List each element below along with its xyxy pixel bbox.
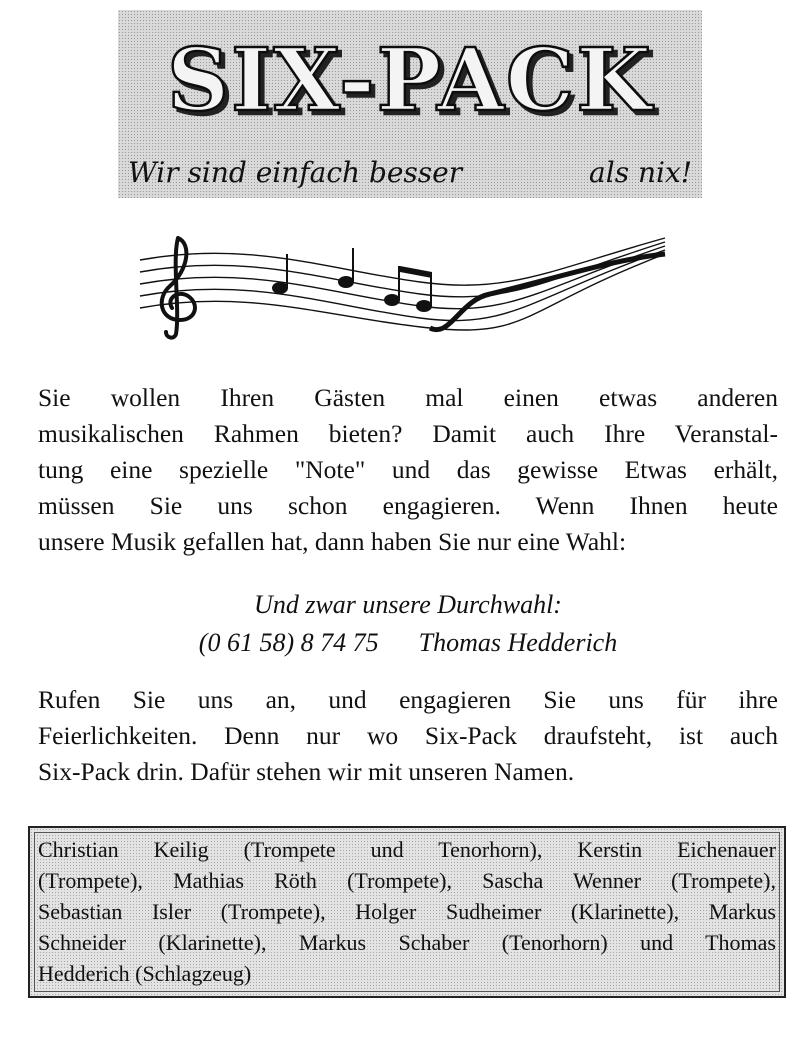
intro-line: unsere Musik gefallen hat, dann haben Sie nur eine Wahl:	[38, 527, 627, 556]
six-pack-logo	[118, 10, 702, 198]
treble-clef-icon	[162, 238, 195, 338]
logo-slogan-left: Wir sind einfach besser	[128, 156, 463, 189]
members-line: Sebastian Isler (Trompete), Holger Sudheimer (Klarinette), Markus	[38, 899, 776, 924]
music-staff-graphic	[130, 230, 670, 340]
contact-row	[38, 624, 778, 662]
members-line: (Trompete), Mathias Röth (Trompete), Sascha Wenner (Trompete),	[38, 868, 776, 893]
contact-block	[38, 586, 778, 662]
members-box	[28, 826, 786, 998]
logo-slogan-right: als nix!	[589, 156, 692, 189]
closing-line: Six-Pack drin. Dafür stehen wir mit unseren Namen.	[38, 757, 575, 786]
contact-name: Thomas Hedderich	[418, 628, 618, 657]
closing-line: Rufen Sie uns an, und engagieren Sie uns für ihre	[38, 685, 778, 714]
closing-paragraph	[38, 682, 778, 790]
intro-line: tung eine spezielle "Note" und das gewisse Etwas erhält,	[38, 455, 778, 484]
intro-line: Sie wollen Ihren Gästen mal einen etwas anderen	[38, 383, 778, 412]
members-list	[38, 834, 776, 989]
members-line: Hedderich (Schlagzeug)	[38, 961, 252, 986]
phone-number: (0 61 58) 8 74 75	[198, 628, 379, 657]
members-line: Christian Keilig (Trompete und Tenorhorn), Kerstin Eichenauer	[38, 837, 776, 862]
members-line: Schneider (Klarinette), Markus Schaber (Tenorhorn) und Thomas	[38, 930, 776, 955]
logo-title: SIX-PACK	[166, 30, 654, 131]
intro-line: musikalischen Rahmen bieten? Damit auch Ihre Veranstal-	[38, 419, 778, 448]
logo-banner	[118, 10, 702, 198]
contact-heading: Und zwar unsere Durchwahl:	[254, 590, 562, 619]
closing-line: Feierlichkeiten. Denn nur wo Six-Pack draufsteht, ist auch	[38, 721, 778, 750]
intro-line: müssen Sie uns schon engagieren. Wenn Ihnen heute	[38, 491, 778, 520]
intro-paragraph	[38, 380, 778, 560]
